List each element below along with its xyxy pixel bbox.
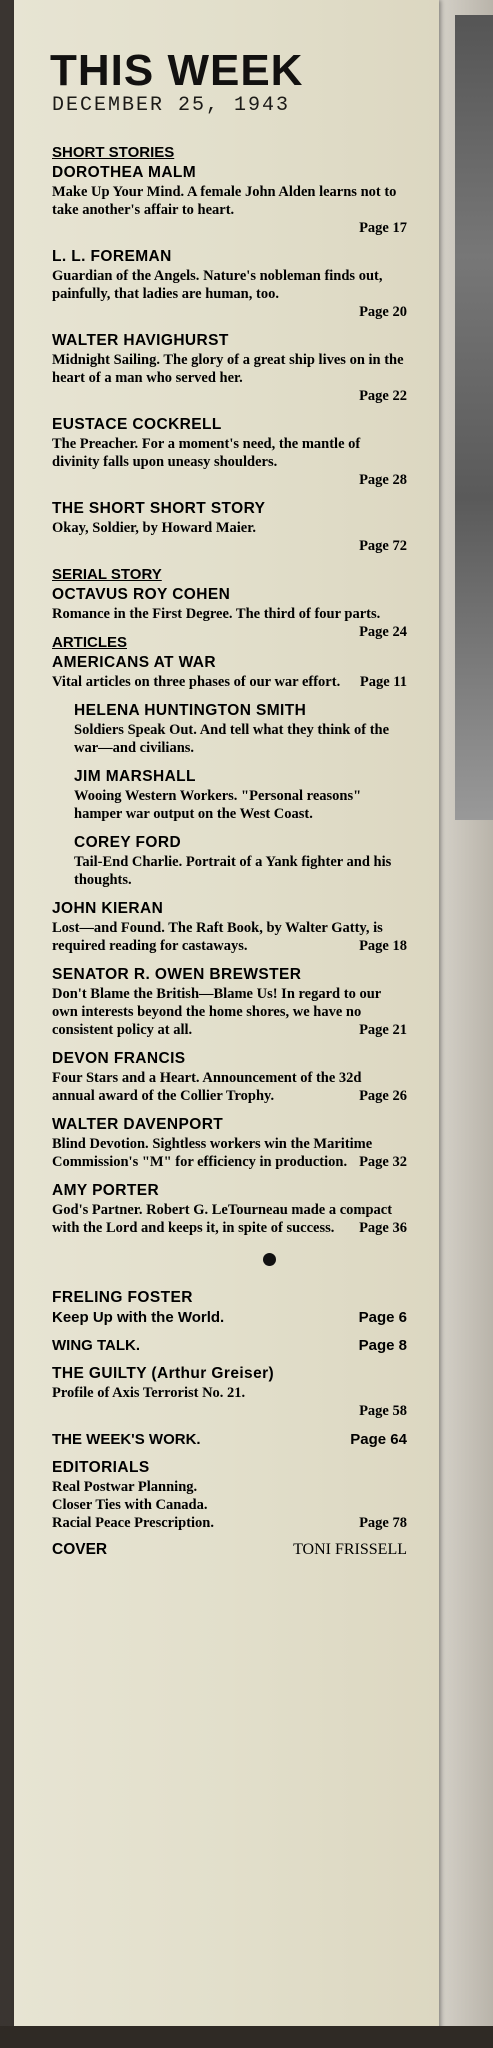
- bottom-edge: [0, 2026, 493, 2048]
- entry-text: The third of four parts.: [235, 606, 381, 622]
- masthead-title: THIS WEEK: [50, 46, 304, 95]
- entry-text: For a moment's need, the mantle of divinity falls upon uneasy shoulders.: [52, 436, 361, 470]
- toc-entry: [52, 163, 407, 237]
- entry-page: Page 28: [359, 472, 407, 488]
- entry-title: God's Partner.: [52, 1202, 143, 1218]
- entry-title: Four Stars and a Heart.: [52, 1070, 200, 1086]
- entry-text: The Raft Book, by Walter Gatty, is required reading for castaways.: [52, 920, 383, 954]
- entry-text: Sightless workers win the Maritime Commission's "M" for efficiency in production.: [52, 1136, 373, 1170]
- section-heading-short-stories: SHORT STORIES: [52, 144, 175, 161]
- entry-text: Nature's nobleman finds out, painfully, that ladies are human, too.: [52, 268, 383, 302]
- editorial-last-row: [52, 1514, 407, 1532]
- entry-page: Page 20: [359, 304, 407, 320]
- section-heading-articles: ARTICLES: [52, 634, 127, 651]
- entry-author: DOROTHEA MALM: [52, 164, 197, 181]
- group-page: Page 11: [359, 674, 407, 690]
- toc-entry: [52, 585, 407, 640]
- entry-title: Blind Devotion.: [52, 1136, 149, 1152]
- entry-title: Romance in the First Degree.: [52, 606, 233, 622]
- guilty-text: Profile of Axis Terrorist No. 21.: [52, 1385, 246, 1401]
- toc-sub-entry: [74, 833, 407, 889]
- toc-entry: [52, 1181, 407, 1237]
- cover-photo-edge: [455, 15, 493, 820]
- entry-author: SENATOR R. OWEN BREWSTER: [52, 966, 302, 983]
- entry-author: OCTAVUS ROY COHEN: [52, 586, 231, 603]
- table-of-contents: [52, 143, 407, 1560]
- toc-entry: [52, 1115, 407, 1171]
- entry-text: In regard to our own interests beyond the home shores, we have no consistent policy at all.: [52, 986, 381, 1038]
- entry-text: Announcement of the 32d annual award of the Collier Trophy.: [52, 1070, 362, 1104]
- entry-title: Tail-End Charlie.: [74, 854, 183, 870]
- toc-entry: [52, 965, 407, 1039]
- section-heading-serial-story: SERIAL STORY: [52, 566, 162, 583]
- entry-author: COREY FORD: [74, 834, 182, 851]
- toc-entry: [52, 415, 407, 489]
- editorial-item: Racial Peace Prescription.: [52, 1515, 214, 1531]
- wing-talk-label: WING TALK.: [52, 1337, 141, 1354]
- entry-text: A female John Alden learns not to take another's affair to heart.: [52, 184, 397, 218]
- entry-title: Lost—and Found.: [52, 920, 165, 936]
- entry-author: JOHN KIERAN: [52, 900, 164, 917]
- entry-author: WALTER HAVIGHURST: [52, 332, 229, 349]
- entry-text: Robert G. LeTourneau made a compact with the Lord and keeps it, in spite of success.: [52, 1202, 393, 1236]
- cover-credit: TONI FRISSELL: [293, 1541, 407, 1558]
- entry-author: HELENA HUNTINGTON SMITH: [74, 702, 307, 719]
- weeks-work-page: Page 64: [350, 1431, 407, 1448]
- entry-page: Page 21: [359, 1022, 407, 1038]
- issue-date: DECEMBER 25, 1943: [52, 94, 291, 117]
- entry-title: Soldiers Speak Out.: [74, 722, 197, 738]
- entry-author: THE SHORT SHORT STORY: [52, 500, 266, 517]
- editorials-heading: EDITORIALS: [52, 1459, 150, 1476]
- entry-author: JIM MARSHALL: [74, 768, 196, 785]
- editorials-page: Page 78: [359, 1515, 407, 1531]
- entry-author: DEVON FRANCIS: [52, 1050, 186, 1067]
- entry-title: Don't Blame the British—Blame Us!: [52, 986, 278, 1002]
- entry-title: The Preacher.: [52, 436, 139, 452]
- entry-text: Portrait of a Yank fighter and his thoughts.: [74, 854, 392, 888]
- weeks-work-label: THE WEEK'S WORK.: [52, 1431, 201, 1448]
- entry-title: Midnight Sailing.: [52, 352, 160, 368]
- freling-author: FRELING FOSTER: [52, 1289, 193, 1306]
- freling-title: Keep Up with the World.: [52, 1309, 225, 1326]
- entry-page: Page 26: [359, 1088, 407, 1104]
- entry-title: Guardian of the Angels.: [52, 268, 200, 284]
- entry-text: by Howard Maier.: [142, 520, 256, 536]
- group-author: AMERICANS AT WAR: [52, 654, 216, 671]
- entry-text: The glory of a great ship lives on in the heart of a man who served her.: [52, 352, 404, 386]
- entry-page: Page 22: [359, 388, 407, 404]
- entry-page: Page 17: [359, 220, 407, 236]
- wing-talk-page: Page 8: [358, 1337, 407, 1354]
- weeks-work-row: [52, 1430, 407, 1450]
- bullet-divider-icon: [263, 1253, 276, 1266]
- entry-author: WALTER DAVENPORT: [52, 1116, 224, 1133]
- entry-text: And tell what they think of the war—and civilians.: [74, 722, 390, 756]
- entry-page: Page 24: [359, 624, 407, 640]
- toc-sub-entry: [74, 767, 407, 823]
- toc-entry: [52, 247, 407, 321]
- entry-author: AMY PORTER: [52, 1182, 160, 1199]
- entry-title: Wooing Western Workers.: [74, 788, 238, 804]
- entry-page: Page 32: [359, 1154, 407, 1170]
- group-text: Vital articles on three phases of our war effort.: [52, 674, 341, 690]
- toc-entry: [52, 899, 407, 955]
- entry-author: EUSTACE COCKRELL: [52, 416, 222, 433]
- wing-talk-row: [52, 1336, 407, 1356]
- toc-sub-entry: [74, 701, 407, 757]
- entry-author: L. L. FOREMAN: [52, 248, 172, 265]
- cover-row: [52, 1540, 407, 1560]
- editorial-item: Closer Ties with Canada.: [52, 1497, 208, 1513]
- entry-page: Page 18: [359, 938, 407, 954]
- toc-entry: [52, 1049, 407, 1105]
- toc-entry-group: [52, 653, 407, 691]
- freling-page: Page 6: [358, 1309, 407, 1326]
- entry-title: Make Up Your Mind.: [52, 184, 185, 200]
- guilty-page: Page 58: [359, 1403, 407, 1419]
- cover-label: COVER: [52, 1541, 108, 1558]
- entry-page: Page 72: [359, 538, 407, 554]
- toc-entry: [52, 499, 407, 555]
- editorial-item: Real Postwar Planning.: [52, 1479, 198, 1495]
- entry-title: Okay, Soldier,: [52, 520, 139, 536]
- guilty-author: THE GUILTY (Arthur Greiser): [52, 1365, 275, 1382]
- entry-text: "Personal reasons" hamper war output on the West Coast.: [74, 788, 362, 822]
- toc-entry: [52, 331, 407, 405]
- freling-row: [52, 1308, 407, 1328]
- entry-page: Page 36: [359, 1220, 407, 1236]
